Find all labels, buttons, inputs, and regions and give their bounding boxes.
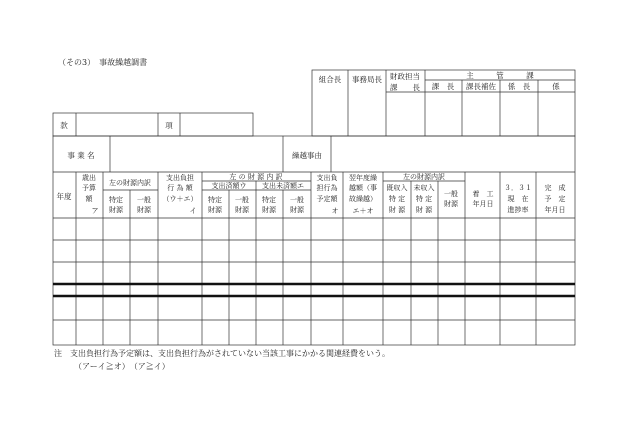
label-kishu-1: 既収入 <box>386 184 408 192</box>
label-saishutsu-2: 予算 <box>82 184 96 192</box>
label-zaigen-uchiwake-2: 左 の 財 源 内 訳 <box>229 173 283 181</box>
label-mishu-3: 財 源 <box>415 206 433 214</box>
label-ippan-2a: 一般 <box>235 196 249 204</box>
label-yokunendo-2: 越額（事 <box>349 184 377 192</box>
label-kansei-1: 完 成 <box>544 184 566 192</box>
label-tokutei-2b: 財源 <box>208 206 222 214</box>
note-line-2: （アーイ≧オ） （ア≧イ） <box>74 362 170 371</box>
label-kishu-3: 財 源 <box>388 206 406 214</box>
form-number: （その3） <box>58 58 92 67</box>
label-tokutei-2a: 特定 <box>208 196 222 204</box>
label-kansei-3: 年月日 <box>544 206 566 214</box>
label-ippan-2b: 財源 <box>235 206 249 214</box>
label-tokutei-1a: 特定 <box>109 196 123 204</box>
label-jigyo-name: 事 業 名 <box>67 151 95 160</box>
label-yokunendo-4: エ＋オ <box>352 207 374 215</box>
label-kan: 款 <box>60 121 68 130</box>
label-tokutei-3a: 特定 <box>262 196 276 204</box>
label-chakko-1: 着 工 <box>472 190 494 198</box>
label-kurikoshi-jiyu: 繰越事由 <box>292 151 322 160</box>
label-kansei-2: 予 定 <box>544 195 566 203</box>
label-shishutsu-mizumi: 支出未済額エ <box>262 182 304 190</box>
label-jimukyokucho: 事務局長 <box>352 75 382 84</box>
label-ippan-1a: 一般 <box>137 196 151 204</box>
total-separator <box>53 284 575 296</box>
label-ippan-1b: 財源 <box>137 206 151 214</box>
label-zaigen-uchiwake-3: 左の財源内訳 <box>403 173 445 181</box>
label-yokunendo-3: 故繰越） <box>349 195 377 203</box>
label-saishutsu-4: ア <box>91 207 99 215</box>
note-line-1: 注 支出負担行為予定額は、支出負担行為がされていない当該工事にかかる関連経費をいう。 <box>54 349 390 358</box>
label-yotei-1: 支出負 <box>316 174 338 182</box>
label-tokutei-1b: 財源 <box>109 206 123 214</box>
label-zaigen-uchiwake-1: 左の財源内訳 <box>109 179 151 187</box>
label-shinchoku-2: 現 在 <box>507 195 529 203</box>
label-nendo: 年度 <box>56 192 72 201</box>
label-shinchoku-3: 進捗率 <box>507 206 529 214</box>
label-kishu-2: 特 定 <box>388 195 406 203</box>
label-ippan-3b: 財源 <box>290 206 304 214</box>
label-yokunendo-1: 翌年度繰 <box>349 174 377 182</box>
label-shishutsu-zumi: 支出済額ウ <box>211 182 247 190</box>
label-futan-4: イ <box>189 207 197 215</box>
label-yotei-2: 担行為 <box>316 184 338 192</box>
label-ko: 項 <box>165 121 173 130</box>
label-tokutei-3b: 財源 <box>262 206 276 214</box>
label-mishu-2: 特 定 <box>415 195 433 203</box>
label-saishutsu-3: 額 <box>85 195 93 203</box>
label-saishutsu-1: 歳出 <box>82 174 96 182</box>
label-futan-2: 行 為 額 <box>167 184 193 192</box>
label-ippan-4a: 一般 <box>444 190 458 198</box>
label-yotei-3: 予定額 <box>316 195 338 203</box>
label-zaisei-top: 財政担当 <box>390 72 420 81</box>
label-kakaricho: 係 長 <box>507 82 531 91</box>
label-ippan-3a: 一般 <box>290 196 304 204</box>
label-zaisei-bottom: 課 長 <box>390 83 420 92</box>
label-shukan: 主 管 課 <box>466 71 534 80</box>
label-kacho: 課 長 <box>431 82 455 91</box>
label-ippan-4b: 財源 <box>444 200 458 208</box>
label-futan-1: 支出負担 <box>166 174 194 182</box>
label-shinchoku-1: ３．３１ <box>504 184 532 192</box>
form-name: 事故繰越調書 <box>99 58 148 67</box>
label-kumiaicho: 組合長 <box>318 75 342 84</box>
label-mishu-1: 未収入 <box>413 184 435 192</box>
label-yotei-4: オ <box>331 207 339 215</box>
label-futan-3: （ウ＋エ） <box>162 195 198 203</box>
label-kachohosa: 課長補佐 <box>466 82 496 91</box>
label-chakko-2: 年月日 <box>472 200 494 208</box>
label-kakari: 係 <box>552 82 560 91</box>
grid-lines <box>53 70 575 345</box>
